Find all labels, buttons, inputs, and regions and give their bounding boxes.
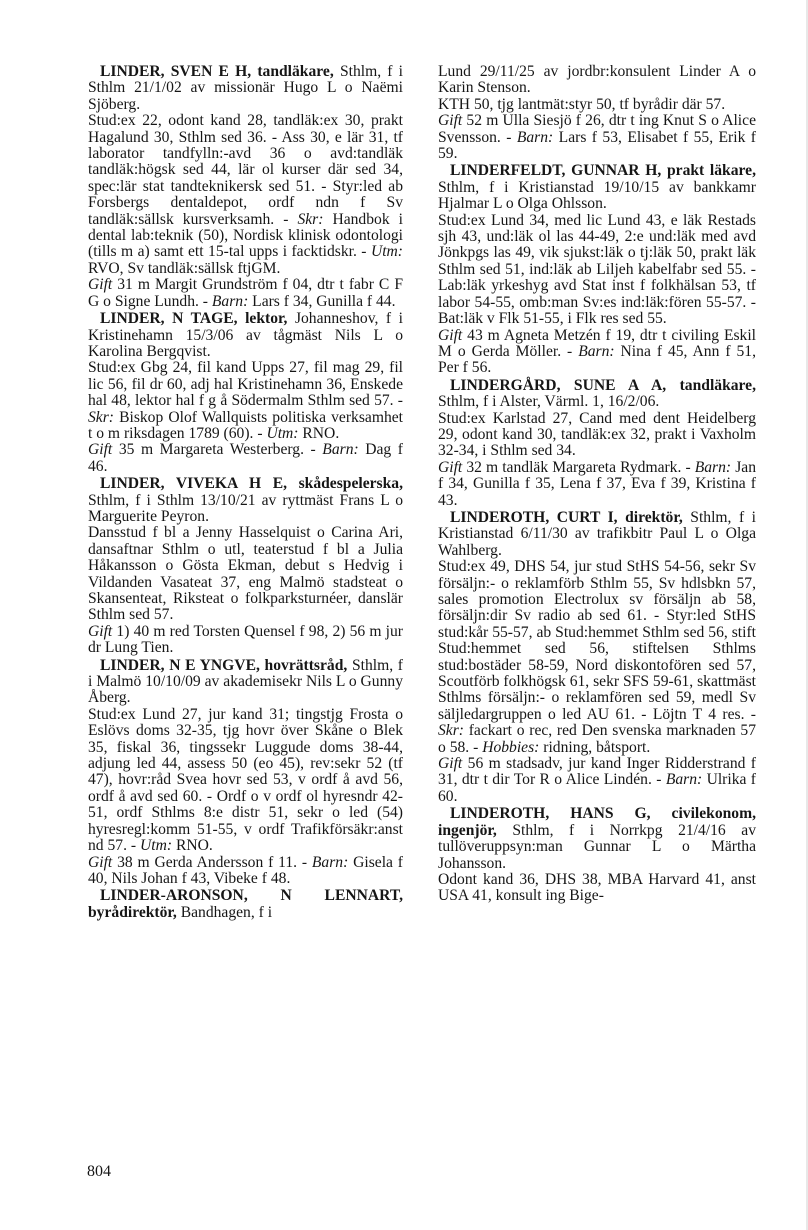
entry-paragraph: Odont kand 36, DHS 38, MBA Harvard 41, anst USA 41, konsult ing Bige- (438, 870, 756, 905)
entry-paragraph: LINDERGÅRD, SUNE A A, tandläkare, Sthlm, f i Alster, Värml. 1, 16/2/06. (438, 376, 756, 411)
entry-paragraph: Lund 29/11/25 av jordbr:konsulent Linder A o Karin Stenson. (438, 63, 756, 97)
entry-paragraph: Gift 56 m stadsadv, jur kand Inger Ridderstrand f 31, dtr t dir Tor R o Alice Lindén. - Barn: Ulrika f 60. (438, 755, 756, 805)
entry-paragraph: Gift 35 m Margareta Westerberg. - Barn: Dag f 46. (88, 441, 403, 475)
field-label: Utm: (139, 837, 173, 855)
biography-entry (88, 476, 403, 656)
left-column (88, 64, 403, 922)
field-label: Gift (88, 622, 113, 640)
right-column (438, 64, 756, 906)
field-label: Skr: (438, 722, 464, 740)
field-label: Skr: (297, 210, 324, 228)
entry-heading: LINDEROTH, CURT I, direktör, (450, 508, 691, 526)
field-label: Gift (438, 755, 463, 773)
biography-entry (438, 163, 756, 376)
entry-paragraph: Stud:ex Lund 27, jur kand 31; tingstjg Frosta o Eslövs doms 32-35, tjg hovr över Skåne o Blek 35, fiskal 36, tingssekr Luggude doms 38-44, adjung led 44, assess 50 (eo 45), rev:sekr 52 (tf 47), hovr:råd Svea hovr sed 53, v ordf å avd 56, ordf å avd sed 60. - Ordf o v ordf ol hyresndr 42-51, ordf Sthlms 8:e distr 51, sekr o led (54) hyresregl:komm 51-55, v ordf Trafikförsäkr:anst nd 57. - Utm: RNO. (88, 705, 403, 855)
field-label: Gift (438, 458, 463, 476)
entry-paragraph: LINDER, SVEN E H, tandläkare, Sthlm, f i Sthlm 21/1/02 av missionär Hugo L o Naëmi Sjöberg. (88, 63, 404, 113)
field-label: Barn: (311, 853, 349, 871)
field-label: Barn: (516, 128, 554, 146)
entry-paragraph: LINDER, N E YNGVE, hovrättsråd, Sthlm, f i Malmö 10/10/09 av akademisekr Nils L o Gunny Åberg. (88, 656, 403, 707)
entry-heading: LINDERGÅRD, SUNE A A, tandläkare, (450, 376, 756, 394)
page-number: 804 (87, 1163, 111, 1180)
entry-paragraph: LINDER, VIVEKA H E, skådespelerska, Sthlm, f i Sthlm 13/10/21 av ryttmäst Frans L o Marguerite Peyron. (88, 475, 403, 525)
field-label: Barn: (211, 292, 249, 310)
field-label: Gift (88, 276, 113, 294)
entry-paragraph: Stud:ex Lund 34, med lic Lund 43, e läk Restads sjh 43, und:läk ol las 44-49, 2:e und:läk med avd Jönkpgs las 49, vik sjukst:läk o tj:läk 50, prakt läk Sthlm sed 51, ind:läk ab Liljeh kabelfabr sed 55. - Lab:läk yrkeshyg avd Stat inst f folkhälsan 53, tf labor 54-55, omb:man Sv:es ind:läk:fören 55-57. - Bat:läk v Flk 51-55, i Flk res sed 55. (438, 211, 756, 328)
entry-paragraph: Gift 43 m Agneta Metzén f 19, dtr t civiling Eskil M o Gerda Möller. - Barn: Nina f 45, Ann f 51, Per f 56. (438, 326, 756, 377)
entry-heading: LINDER-ARONSON, N LENNART, byrådirektör, (88, 887, 403, 921)
entry-paragraph: Gift 32 m tandläk Margareta Rydmark. - Barn: Jan f 34, Gunilla f 35, Lena f 37, Eva f 39, Kristina f 43. (438, 458, 756, 509)
field-label: Gift (88, 441, 113, 459)
entry-paragraph: Stud:ex Gbg 24, fil kand Upps 27, fil mag 29, fil lic 56, fil dr 60, adj hal Kristinehamn 36, Enskede hal 48, lektor hal f g å Södermalm Sthlm sed 57. - Skr: Biskop Olof Wallquists politiska verksamhet t o m riksdagen 1789 (60). - Utm: RNO. (88, 359, 403, 442)
field-label: Barn: (578, 342, 615, 360)
entry-heading: LINDER, SVEN E H, tandläkare, (100, 63, 340, 80)
entry-heading: LINDEROTH, HANS G, civilekonom, ingenjör, (438, 805, 756, 839)
biography-entry (438, 510, 756, 805)
entry-paragraph: LINDER, N TAGE, lektor, Johanneshov, f i Kristinehamn 15/3/06 av tågmäst Nils L o Karolina Bergqvist. (88, 310, 403, 360)
biography-entry (88, 658, 403, 888)
entry-paragraph: Gift 52 m Ulla Siesjö f 26, dtr t ing Knut S o Alice Svensson. - Barn: Lars f 53, Elisabet f 55, Erik f 59. (438, 112, 756, 163)
entry-paragraph: Dansstud f bl a Jenny Hasselquist o Carina Ari, dansaftnar Sthlm o utl, teaterstud f bl a Julia Håkansson o Gösta Ekman, debut s Hedvig i Vildanden Vasateat 37, eng Malmö stadsteat o Skansenteat, Riksteat o folkparksturnéer, danslär Sthlm sed 57. (88, 524, 403, 624)
field-label: Barn: (665, 771, 703, 789)
entry-paragraph: LINDEROTH, HANS G, civilekonom, ingenjör, Sthlm, f i Norrkpg 21/4/16 av tullöveruppsyn:man Gunnar L o Märtha Johansson. (438, 805, 756, 872)
entry-paragraph: Gift 31 m Margit Grundström f 04, dtr t fabr C F G o Signe Lundh. - Barn: Lars f 34, Gunilla f 44. (88, 276, 403, 310)
entry-paragraph: LINDER-ARONSON, N LENNART, byrådirektör, Bandhagen, f i (88, 887, 403, 921)
entry-paragraph: Stud:ex 49, DHS 54, jur stud StHS 54-56, sekr Sv försäljn:- o reklamförb Sthlm 55, Sv hdlsbkn 57, sales promotion Electrolux sv försäljn ab 58, försäljn:dir Sv radio ab sed 61. - Styr:led StHS stud:kår 55-57, ab Stud:hemmet Sthlm sed 56, stift Stud:hemmet sed 56, stiftelsen Sthlms stud:bostäder 58-59, Nord diskontofören sed 57, Scoutförb folkhögsk 61, sekr SFS 59-61, skattmäst Sthlms försäljn:- o reklamfören sed 59, medl Sv säljledargruppen o led AU 61. - Löjtn T 4 res. - Skr: fackart o rec, red Den svenska marknaden 57 o 58. - Hobbies: ridning, båtsport. (438, 558, 756, 756)
entry-heading: LINDER, N E YNGVE, hovrättsråd, (100, 656, 352, 674)
biography-entry (438, 64, 756, 162)
field-label: Gift (438, 326, 463, 344)
entry-paragraph: LINDEROTH, CURT I, direktör, Sthlm, f i Kristianstad 6/11/30 av trafikbitr Paul L o Olga Wahlberg. (438, 508, 757, 559)
entry-paragraph: Gift 38 m Gerda Andersson f 11. - Barn: Gisela f 40, Nils Johan f 43, Vibeke f 48. (88, 853, 403, 887)
entry-paragraph: Stud:ex 22, odont kand 28, tandläk:ex 30, prakt Hagalund 30, Sthlm sed 36. - Ass 30, e lär 31, tf laborator tandfylln:-avd 36 o avd:tandläk tandläk:högsk sed 44, lär ol kurser där sed 34, spec:lär stat tandteknikersk sed 51. - Styr:led ab Forsbergs dentaldepot, ordf ndn f Sv tandläk:sällsk kursverksamh. - Skr: Handbok i dental lab:teknik (50), Nordisk klinisk odontologi (tills m a) samt ett 15-tal upps i facktidskr. - Utm: RVO, Sv tandläk:sällsk ftjGM. (88, 112, 403, 277)
entry-paragraph: Gift 1) 40 m red Torsten Quensel f 98, 2) 56 m jur dr Lung Tien. (88, 622, 403, 657)
field-label: Utm: (266, 424, 299, 442)
field-label: Gift (438, 112, 463, 130)
biography-entry (438, 806, 756, 904)
field-label: Utm: (370, 243, 403, 261)
biography-entry (88, 888, 403, 921)
entry-heading: LINDERFELDT, GUNNAR H, prakt läkare, (450, 162, 756, 180)
biography-entry (88, 311, 403, 475)
entry-heading: LINDER, VIVEKA H E, skådespelerska, (100, 475, 403, 493)
field-label: Barn: (322, 441, 359, 459)
field-label: Skr: (88, 408, 114, 426)
entry-paragraph: KTH 50, tjg lantmät:styr 50, tf byrådir där 57. (438, 95, 726, 113)
entry-paragraph: Stud:ex Karlstad 27, Cand med dent Heidelberg 29, odont kand 30, tandläk:ex 32, prakt i Vaxholm 32-34, i Sthlm sed 34. (438, 409, 756, 460)
entry-paragraph: LINDERFELDT, GUNNAR H, prakt läkare, Sthlm, f i Kristianstad 19/10/15 av bankkamr Hjalmar L o Olga Ohlsson. (438, 162, 756, 213)
field-label: Barn: (694, 458, 732, 476)
biography-entry (438, 378, 756, 509)
biography-entry (88, 64, 403, 310)
field-label: Gift (88, 853, 113, 871)
entry-heading: LINDER, N TAGE, lektor, (100, 310, 295, 328)
field-label: Hobbies: (482, 738, 540, 756)
